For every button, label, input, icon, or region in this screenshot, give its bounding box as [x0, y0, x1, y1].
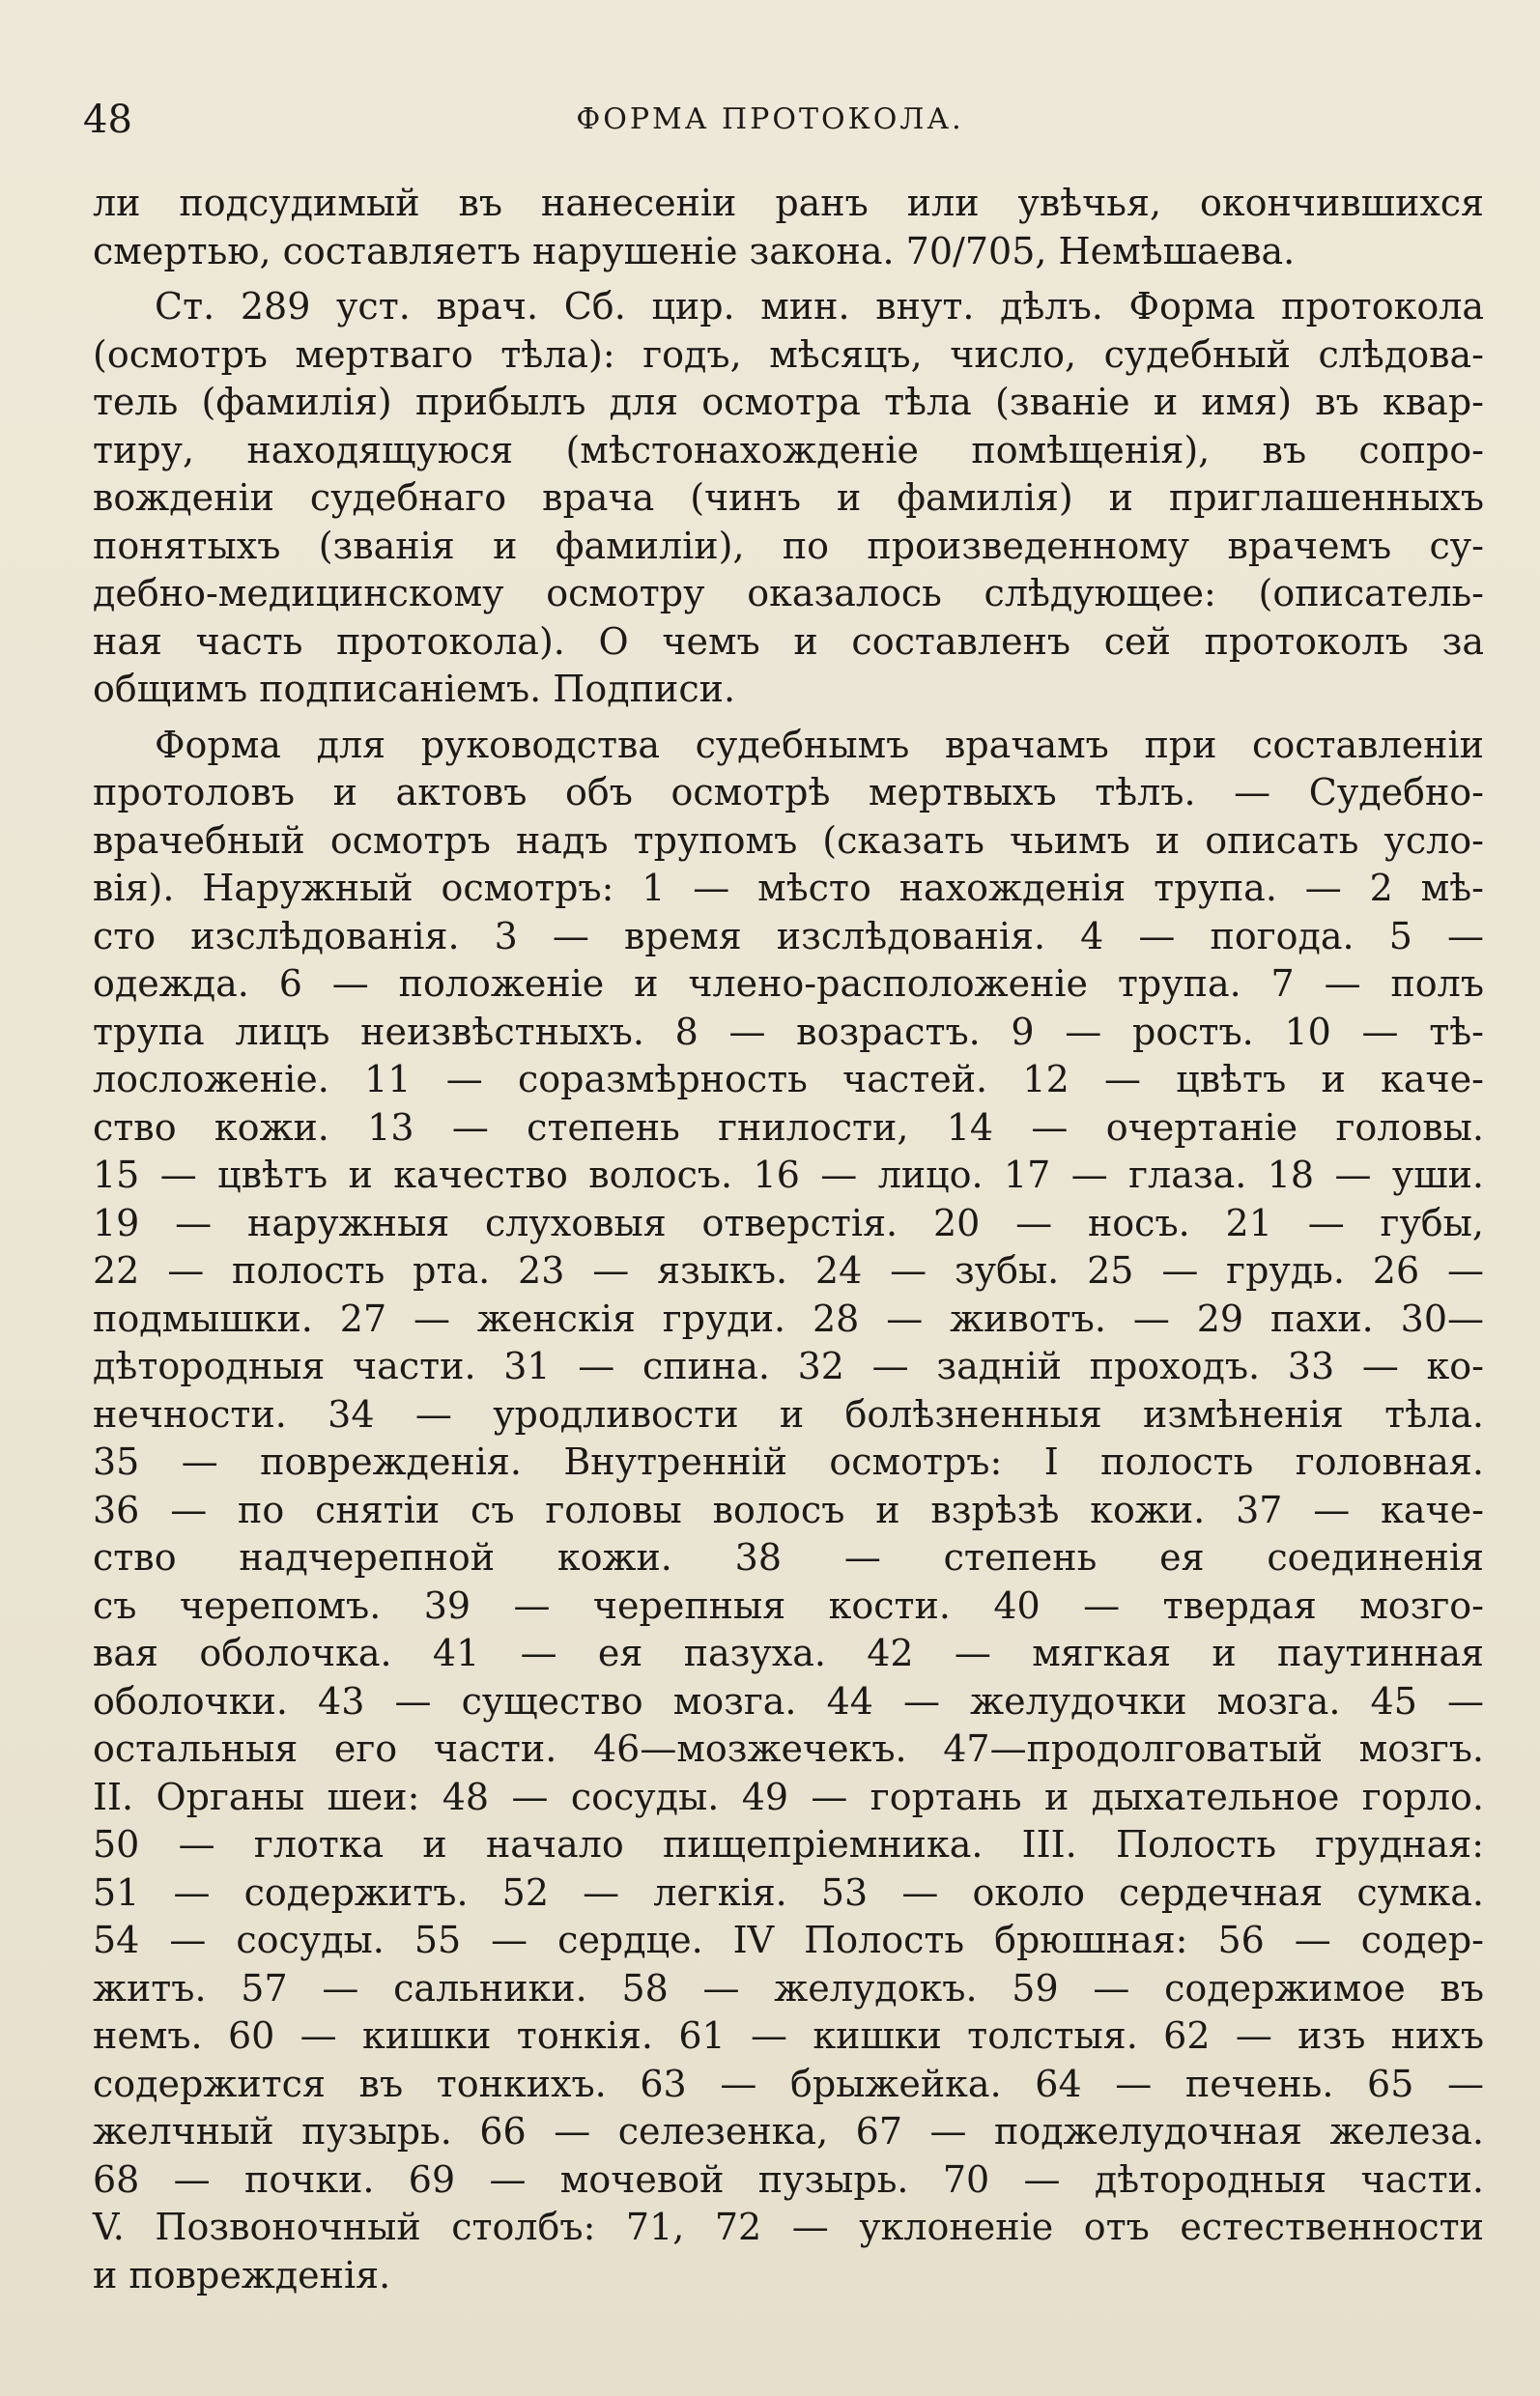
text-line: лосложенiе. 11 — соразмѣрность частей. 12 — цвѣтъ и каче- — [93, 1058, 1484, 1100]
text-line: 68 — почки. 69 — мочевой пузырь. 70 — дѣтородныя части. — [93, 2157, 1484, 2201]
text-line: тиру, находящуюся (мѣстонахожденiе помѣщенiя), въ сопро- — [93, 428, 1484, 471]
text-line: тель (фамилiя) прибылъ для осмотра тѣла (званiе и имя) въ квар- — [93, 381, 1484, 423]
text-line: сто изслѣдованiя. 3 — время изслѣдованiя. 4 — погода. 5 — — [93, 914, 1484, 957]
text-line: общимъ подписанiемъ. Подписи. — [93, 668, 736, 710]
text-line: одежда. 6 — положенiе и члено-расположенiе трупа. 7 — полъ — [93, 962, 1484, 1005]
text-line: немъ. 60 — кишки тонкiя. 61 — кишки толстыя. 62 — изъ нихъ — [93, 2014, 1484, 2057]
text-line: 50 — глотка и начало пищепрiемника. III. Полость грудная: — [93, 1823, 1484, 1866]
text-line: вожденiи судебнаго врача (чинъ и фамилiя) и приглашенныхъ — [93, 476, 1484, 519]
text-line: съ черепомъ. 39 — черепныя кости. 40 — твердая мозго- — [93, 1583, 1484, 1627]
text-line: 51 — содержитъ. 52 — легкiя. 53 — около сердечная сумка. — [93, 1870, 1484, 1914]
text-line: 22 — полость рта. 23 — языкъ. 24 — зубы. 25 — грудь. 26 — — [93, 1249, 1484, 1292]
text-line: 19 — наружныя слуховыя отверстiя. 20 — носъ. 21 — губы, — [93, 1201, 1484, 1244]
text-line: дебно-медицинскому осмотру оказалось слѣдующее: (описатель- — [93, 572, 1484, 614]
text-line: вiя). Наружный осмотръ: 1 — мѣсто нахожденiя трупа. — 2 мѣ- — [93, 867, 1484, 909]
text-line: желчный пузырь. 66 — селезенка, 67 — поджелудочная железа. — [93, 2110, 1484, 2153]
paragraph-2 — [93, 283, 1484, 714]
text-line: ная часть протокола). О чемъ и составленъ сей протоколъ за — [93, 619, 1484, 663]
text-line: Форма для руководства судебнымъ врачамъ при составленiи — [155, 723, 1484, 766]
text-line: II. Органы шеи: 48 — сосуды. 49 — гортань и дыхательное горло. — [93, 1775, 1484, 1818]
text-line: 15 — цвѣтъ и качество волосъ. 16 — лицо. 17 — глаза. 18 — уши. — [93, 1154, 1484, 1196]
text-line: (осмотръ мертваго тѣла): годъ, мѣсяцъ, число, судебный слѣдова- — [93, 332, 1484, 376]
text-line: ли подсудимый въ нанесенiи ранъ или увѣчья, окончившихся — [93, 182, 1484, 224]
text-line: и поврежденiя. — [93, 2253, 391, 2296]
text-line: ство кожи. 13 — степень гнилости, 14 — очертанiе головы. — [93, 1105, 1484, 1149]
body-text — [93, 180, 1484, 2299]
paragraph-1 — [93, 180, 1484, 275]
text-line: 54 — сосуды. 55 — сердце. IV Полость брюшная: 56 — содер- — [93, 1919, 1484, 1961]
page-number: 48 — [83, 98, 132, 142]
text-line: протоловъ и актовъ объ осмотрѣ мертвыхъ тѣлъ. — Судебно- — [93, 771, 1484, 813]
text-line: V. Позвоночный столбъ: 71, 72 — уклоненiе отъ естественности — [93, 2206, 1484, 2248]
text-line: смертью, составляетъ нарушенiе закона. 70/705, Немѣшаева. — [93, 229, 1296, 272]
text-line: остальныя его части. 46—мозжечекъ. 47—продолговатый мозгъ. — [93, 1727, 1484, 1770]
running-title: ФОРМА ПРОТОКОЛА. — [576, 102, 964, 136]
text-line: понятыхъ (званiя и фамилiи), по произведенному врачемъ су- — [93, 524, 1484, 567]
text-line: дѣтородныя части. 31 — спина. 32 — заднiй проходъ. 33 — ко- — [93, 1345, 1484, 1387]
text-line: ство надчерепной кожи. 38 — степень ея соединенiя — [93, 1536, 1484, 1579]
text-line: подмышки. 27 — женскiя груди. 28 — животъ. — 29 пахи. 30— — [93, 1297, 1484, 1340]
text-line: Ст. 289 уст. врач. Сб. цир. мин. внут. дѣлъ. Форма протокола — [155, 285, 1484, 328]
text-line: трупа лицъ неизвѣстныхъ. 8 — возрастъ. 9 — ростъ. 10 — тѣ- — [93, 1010, 1484, 1053]
text-line: вая оболочка. 41 — ея пазуха. 42 — мягкая и паутинная — [93, 1632, 1484, 1674]
text-line: 35 — поврежденiя. Внутреннiй осмотръ: I полость головная. — [93, 1440, 1484, 1483]
paragraph-3 — [93, 722, 1484, 2300]
text-line: содержится въ тонкихъ. 63 — брыжейка. 64 — печень. 65 — — [93, 2062, 1484, 2105]
text-line: оболочки. 43 — существо мозга. 44 — желудочки мозга. 45 — — [93, 1679, 1484, 1723]
text-line: житъ. 57 — сальники. 58 — желудокъ. 59 — содержимое въ — [93, 1966, 1484, 2010]
text-line: врачебный осмотръ надъ трупомъ (сказать чьимъ и описать усло- — [93, 818, 1484, 862]
text-line: 36 — по снятiи съ головы волосъ и взрѣзѣ кожи. 37 — каче- — [93, 1488, 1484, 1531]
text-line: нечности. 34 — уродливости и болѣзненныя измѣненiя тѣла. — [93, 1392, 1484, 1436]
